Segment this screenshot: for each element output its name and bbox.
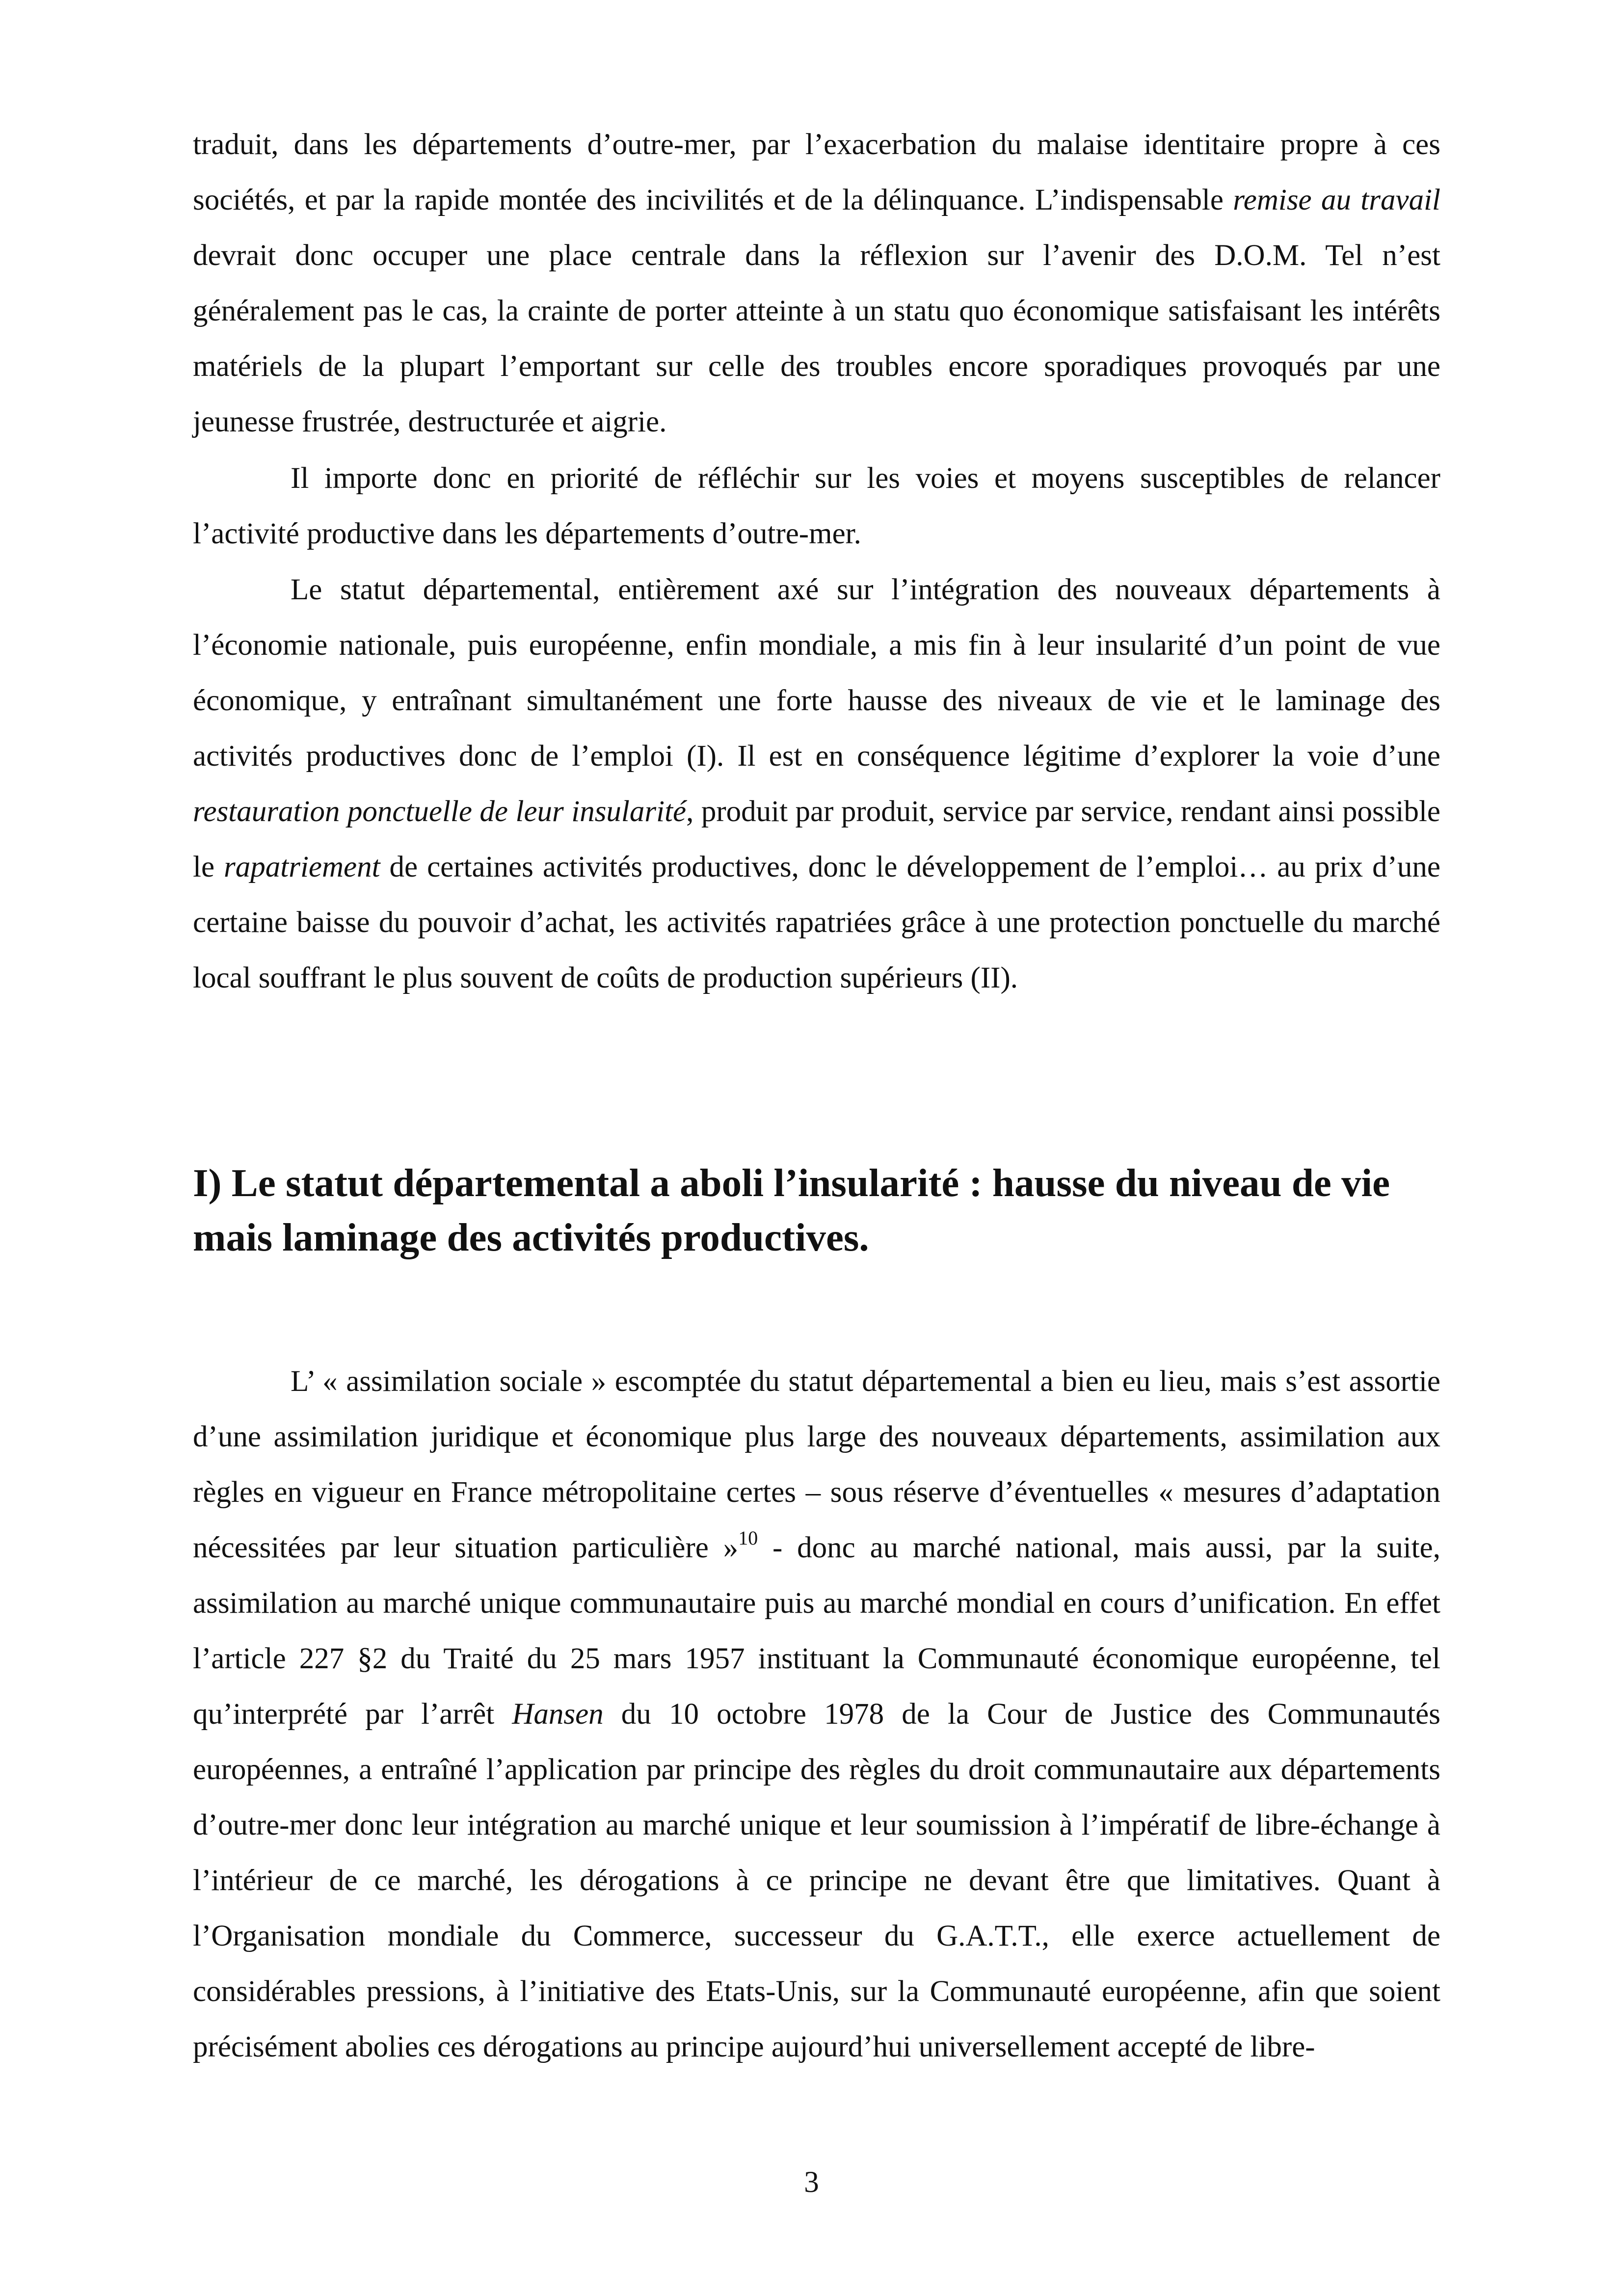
paragraph-1: [193, 117, 1440, 450]
paragraph-3-emphasis-rapatriement: rapatriement: [224, 851, 380, 883]
section-heading: I) Le statut départemental a aboli l’insularité : hausse du niveau de vie mais laminage des activités productives.: [193, 1161, 1390, 1259]
paragraph-4-text-c: du 10 octobre 1978 de la Cour de Justice des Communautés européennes, a entraîné l’application par principe des règles du droit communautaire aux départements d’outre-mer donc leur intégration au marché unique et leur soumission à l’impératif de libre-échange à l’intérieur de ce marché, les dérogations à ce principe ne devant être que limitatives. Quant à l’Organisation mondiale du Commerce, successeur du G.A.T.T., elle exerce actuellement de considérables pressions, à l’initiative des Etats-Unis, sur la Communauté européenne, afin que soient précisément abolies ces dérogations au principe aujourd’hui universellement accepté de libre-: [193, 1698, 1440, 2063]
page-number: 3: [804, 2166, 819, 2199]
paragraph-3-text-c: de certaines activités productives, donc le développement de l’emploi… au prix d’une certaine baisse du pouvoir d’achat, les activités rapatriées grâce à une protection ponctuelle du marché local souffrant le plus souvent de coûts de production supérieurs (II).: [193, 851, 1440, 994]
case-name-emphasis: Hansen: [512, 1698, 604, 1731]
paragraph-3-text-b: , produit par produit, service par service, rendant ainsi possible le: [193, 795, 1440, 883]
paragraph-3: [193, 562, 1440, 1006]
paragraph-4-text-a: L’ « assimilation sociale » escomptée du statut départemental a bien eu lieu, mais s’est assortie d’une assimilation juridique et économique plus large des nouveaux départements, assimilation aux règles en vigueur en France métropolitaine certes – sous réserve d’éventuelles « mesures d’adaptation nécessitées par leur situation particulière »: [193, 1365, 1440, 1564]
paragraph-4-text-b: - donc au marché national, mais aussi, par la suite, assimilation au marché unique communautaire puis au marché mondial en cours d’unification. En effet l’article 227 §2 du Traité du 25 mars 1957 instituant la Communauté économique européenne, tel qu’interprété par l’arrêt: [193, 1531, 1440, 1731]
paragraph-1-text-a: traduit, dans les départements d’outre-mer, par l’exacerbation du malaise identitaire propre à ces sociétés, et par la rapide montée des incivilités et de la délinquance. L’indispensable: [193, 128, 1440, 216]
paragraph-3-emphasis-insularite: restauration ponctuelle de leur insularité: [193, 795, 687, 828]
paragraph-1-text-b: devrait donc occuper une place centrale dans la réflexion sur l’avenir des D.O.M. Tel n’est généralement pas le cas, la crainte de porter atteinte à un statu quo économique satisfaisant les intérêts matériels de la plupart l’emportant sur celle des troubles encore sporadiques provoqués par une jeunesse frustrée, destructurée et aigrie.: [193, 239, 1440, 438]
paragraph-4: [193, 1354, 1440, 2075]
paragraph-1-emphasis: remise au travail: [1233, 184, 1440, 216]
paragraph-2: Il importe donc en priorité de réfléchir sur les voies et moyens susceptibles de relancer l’activité productive dans les départements d’outre-mer.: [193, 462, 1440, 550]
footnote-reference: 10: [738, 1527, 758, 1549]
paragraph-3-text-a: Le statut départemental, entièrement axé sur l’intégration des nouveaux départements à l’économie nationale, puis européenne, enfin mondiale, a mis fin à leur insularité d’un point de vue économique, y entraînant simultanément une forte hausse des niveaux de vie et le laminage des activités productives donc de l’emploi (I). Il est en conséquence légitime d’explorer la voie d’une: [193, 573, 1440, 773]
